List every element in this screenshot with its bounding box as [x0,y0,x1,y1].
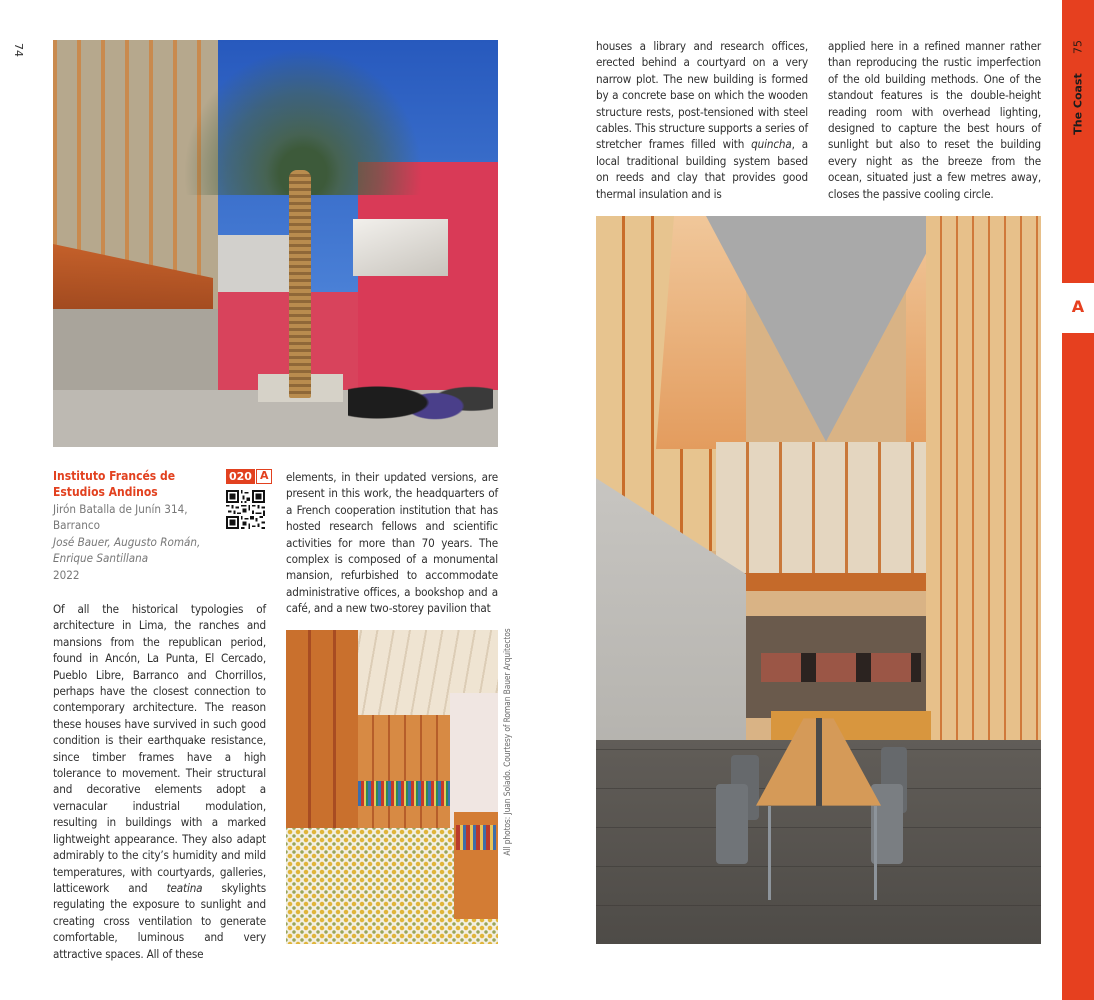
bookshop-photo [286,630,498,944]
address: Jirón Batalla de Junín 314, [53,502,188,516]
body-text-italic: quincha [751,137,792,152]
left-page-number: 74 [12,43,25,57]
address: Barranco [53,518,101,533]
body-column-1 [53,601,266,962]
body-text: skylights regulating the exposure to sunlight and creating cross ventilation to generate comfortable, luminous and very attractive spaces. All of these [53,880,266,961]
year: 2022 [53,567,80,582]
body-column-2 [286,469,498,617]
entry-meta [53,501,223,583]
entry-title-line: Instituto Francés de [53,469,176,483]
qr-code-icon[interactable] [226,490,265,529]
photo-credit [499,630,515,855]
reading-room-photo [596,216,1041,944]
body-text-italic: teatina [166,880,203,895]
entry-zone: A [256,469,273,484]
body-text: houses a library and research offices, erected behind a courtyard on a very narrow plot. The new building is formed by a concrete base on which the wooden structure rests, post-tensioned with steel cables. This structure supports a series of stretcher frames filled with [596,39,808,152]
body-text: , a local traditional building system based on reeds and clay that provides good thermal insulation and is [596,137,808,201]
entry-title-line: Estudios Andinos [53,485,158,500]
body-text: Of all the historical typologies of architecture in Lima, the ranches and mansions from the republican period, found in Ancón, La Punta, El Cercado, Pueblo Libre, Barranco and Chorrillos, perhaps have the closest connection to contemporary architecture. The reason these houses have survived in such good condition is their earthquake resistance, since timber frames have a high tolerance to movement. Their structural and decorative elements adopt a vernacular industrial modulation, resulting in buildings with a marked lightweight appearance. They also adapt admirably to the city’s humidity and mild temperatures, with courtyards, galleries, latticework and [53,602,266,895]
courtyard-photo [53,40,498,447]
body-text: elements, in their updated versions, are present in this work, the headquarters of a French cooperation institution that has hosted research fellows and scientific activities for more than 70 years. The complex is composed of a monumental mansion, refurbished to accommodate administrative offices, a bookshop and a café, and a new two-storey pavilion that [286,470,498,616]
section-letter: A [1071,297,1085,316]
entry-title [53,468,223,501]
architects: José Bauer, Augusto Román, [53,534,201,549]
architects: Enrique Santillana [53,551,149,566]
body-column-4 [828,38,1041,202]
body-text: applied here in a refined manner rather than reproducing the rustic imperfection of the old building methods. One of the standout features is the double-height reading room with overhead lighting, designed to capture the best hours of sunlight but also to reset the building every night as the breeze from the ocean, situated just a few metres away, closes the passive cooling circle. [828,39,1041,201]
body-column-3 [596,38,808,202]
entry-badge [226,469,272,484]
right-page-number: 75 [1071,40,1085,54]
entry-number: 020 [226,469,255,484]
chapter-tab [1062,0,1094,283]
chapter-title: The Coast [1071,73,1085,135]
chapter-tab-lower [1062,333,1094,1000]
photo-credit-text: All photos: Juan Solado. Courtesy of Roman Bauer Arquitectos [502,628,512,856]
